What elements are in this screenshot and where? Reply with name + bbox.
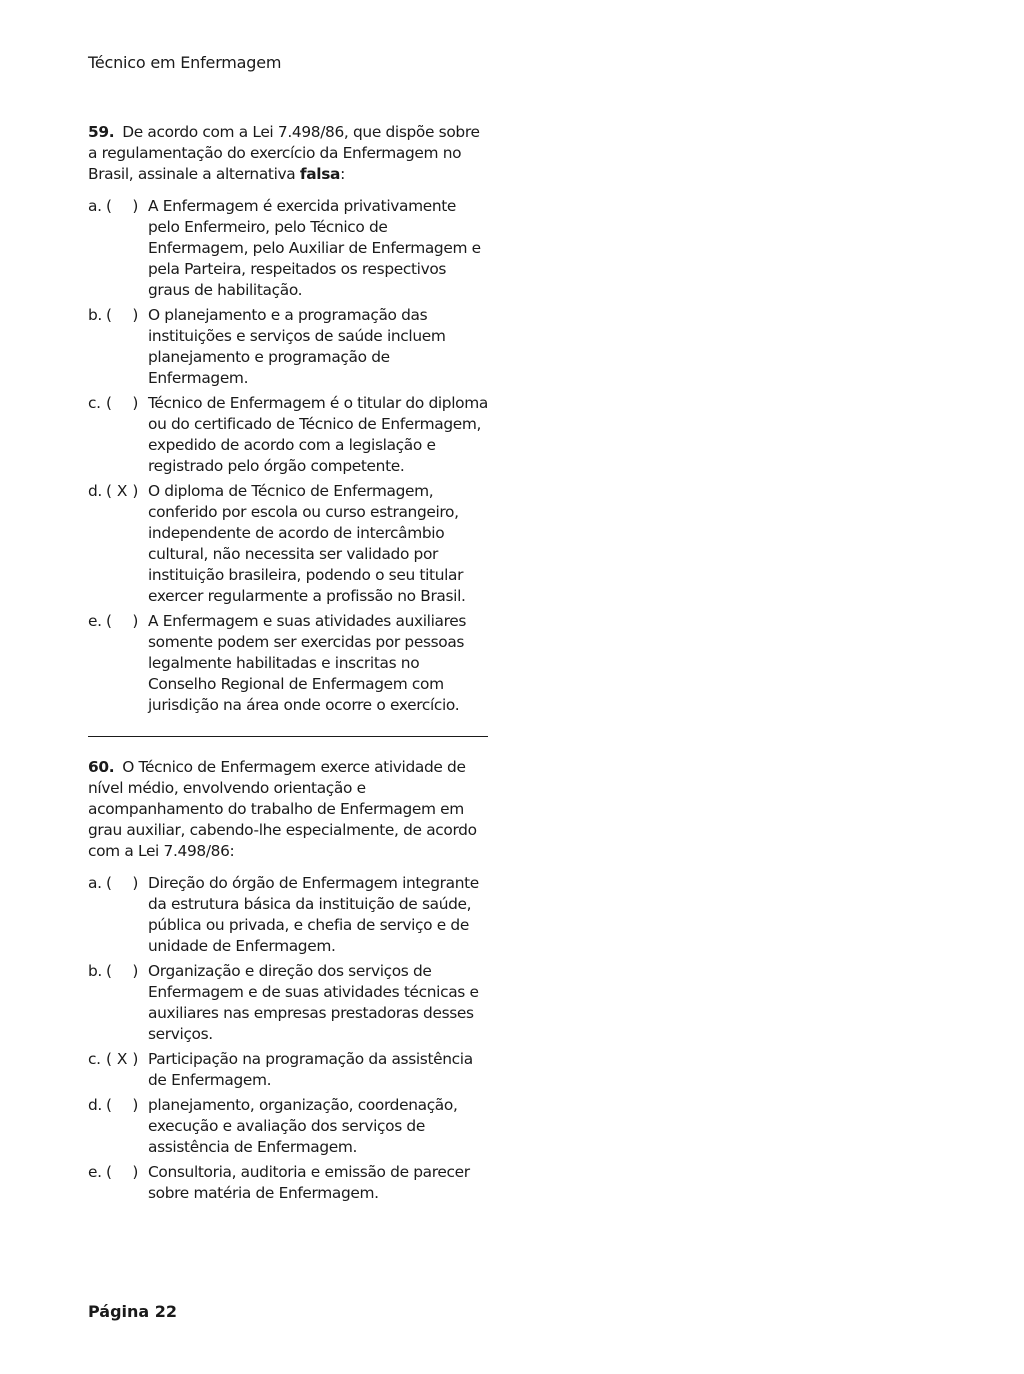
answer-checkbox: ( )	[106, 612, 138, 630]
option-text: planejamento, organização, coordenação, execução e avaliação dos serviços de assistência de Enfermagem.	[148, 1096, 458, 1156]
option-letter: a.	[88, 197, 102, 215]
question-number: 59.	[88, 123, 115, 141]
option-b	[88, 961, 490, 1045]
option-d	[88, 1095, 490, 1158]
option-text: Técnico de Enfermagem é o titular do diploma ou do certificado de Técnico de Enfermagem, expedido de acordo com a legislação e registrado pelo órgão competente.	[148, 394, 488, 475]
option-c	[88, 393, 490, 477]
option-text: A Enfermagem é exercida privativamente pelo Enfermeiro, pelo Técnico de Enfermagem, pelo Auxiliar de Enfermagem e pela Parteira, respeitados os respectivos graus de habilitação.	[148, 197, 481, 299]
section-divider	[88, 736, 488, 737]
answer-mark	[112, 961, 133, 982]
answer-checkbox: ( )	[106, 874, 138, 892]
answer-checkbox: ( )	[106, 1096, 138, 1114]
answer-checkbox: ( X )	[106, 1050, 138, 1068]
option-letter: e.	[88, 612, 102, 630]
option-text: Direção do órgão de Enfermagem integrante da estrutura básica da instituição de saúde, pública ou privada, e chefia de serviço e de unidade de Enfermagem.	[148, 874, 479, 955]
question-number: 60.	[88, 758, 115, 776]
answer-checkbox: ( X )	[106, 482, 138, 500]
option-d	[88, 481, 490, 607]
stem-text: De acordo com a Lei 7.498/86, que dispõe sobre a regulamentação do exercício da Enfermagem no Brasil, assinale a alternativa	[88, 123, 480, 183]
option-e	[88, 1162, 490, 1204]
option-text: Organização e direção dos serviços de Enfermagem e de suas atividades técnicas e auxiliares nas empresas prestadoras desses serviços.	[148, 962, 479, 1043]
question-stem	[88, 122, 490, 185]
option-letter: a.	[88, 874, 102, 892]
answer-mark: X	[116, 482, 128, 500]
answer-mark	[112, 393, 133, 414]
option-letter: b.	[88, 306, 102, 324]
answer-checkbox: ( )	[106, 962, 138, 980]
question-stem	[88, 757, 490, 862]
stem-punctuation: :	[340, 165, 345, 183]
answer-checkbox: ( )	[106, 394, 138, 412]
option-text: A Enfermagem e suas atividades auxiliares somente podem ser exercidas por pessoas legalmente habilitadas e inscritas no Conselho Regional de Enfermagem com jurisdição na área onde ocorre o exercício.	[148, 612, 467, 714]
option-letter: b.	[88, 962, 102, 980]
answer-mark	[112, 1162, 133, 1183]
option-c	[88, 1049, 490, 1091]
option-text: Participação na programação da assistência de Enfermagem.	[148, 1050, 473, 1089]
stem-text: O Técnico de Enfermagem exerce atividade de nível médio, envolvendo orientação e acompanhamento do trabalho de Enfermagem em grau auxiliar, cabendo-lhe especialmente, de acordo com a Lei 7.498/86:	[88, 758, 477, 860]
option-letter: e.	[88, 1163, 102, 1181]
running-header: Técnico em Enfermagem	[88, 53, 282, 72]
question-59	[88, 122, 490, 720]
option-text: O planejamento e a programação das instituições e serviços de saúde incluem planejamento e programação de Enfermagem.	[148, 306, 446, 387]
answer-mark	[112, 611, 133, 632]
question-60	[88, 757, 490, 1208]
answer-mark	[112, 196, 133, 217]
option-text: O diploma de Técnico de Enfermagem, conferido por escola ou curso estrangeiro, independente de acordo de intercâmbio cultural, não necessita ser validado por instituição brasileira, podendo o seu titular exercer regularmente a profissão no Brasil.	[148, 482, 466, 605]
option-a	[88, 873, 490, 957]
option-a	[88, 196, 490, 301]
option-letter: d.	[88, 482, 102, 500]
option-e	[88, 611, 490, 716]
option-letter: c.	[88, 1050, 101, 1068]
stem-keyword: falsa	[299, 165, 341, 183]
page-number: Página 22	[88, 1302, 178, 1321]
option-letter: c.	[88, 394, 101, 412]
answer-mark	[112, 305, 133, 326]
option-text: Consultoria, auditoria e emissão de parecer sobre matéria de Enfermagem.	[148, 1163, 470, 1202]
answer-checkbox: ( )	[106, 197, 138, 215]
answer-checkbox: ( )	[106, 1163, 138, 1181]
option-b	[88, 305, 490, 389]
answer-mark	[112, 873, 133, 894]
answer-mark	[112, 1095, 133, 1116]
answer-checkbox: ( )	[106, 306, 138, 324]
answer-mark: X	[116, 1050, 128, 1068]
option-letter: d.	[88, 1096, 102, 1114]
